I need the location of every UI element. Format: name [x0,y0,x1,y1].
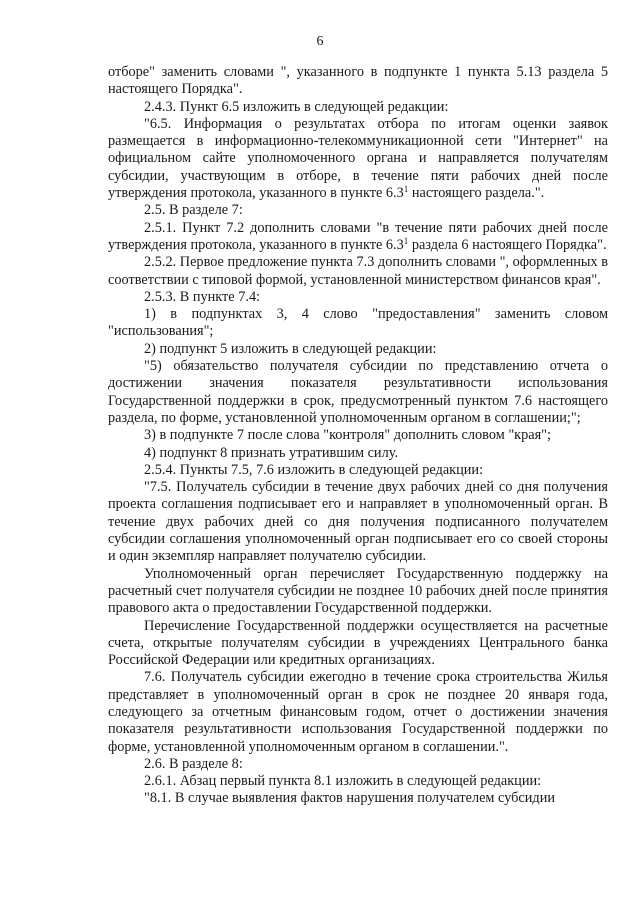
paragraph-text: раздела 6 настоящего Порядка". [408,236,607,253]
paragraph-6-5-quote [108,116,608,202]
list-item-2: 2) подпункт 5 изложить в следующей редакции: [144,340,437,357]
superscript: 1 [403,235,409,246]
superscript: 1 [403,184,409,195]
list-item-3: 3) в подпункте 7 после слова "контроля" дополнить словом "края"; [144,427,551,444]
paragraph-8-1-quote: "8.1. В случае выявления фактов нарушения получателем субсидии [144,790,556,807]
paragraph-2-6-1: 2.6.1. Абзац первый пункта 8.1 изложить в следующей редакции: [144,773,542,790]
paragraph-2-5-1 [108,220,608,255]
page-number: 6 [316,34,324,49]
paragraph-7-5-quote: "7.5. Получатель субсидии в течение двух рабочих дней со дня получения проекта соглашения подписывает его и направляет в уполномоченный орган. В течение двух рабочих дней со дня получения подписанного получателем субсидии соглашения уполномоченный орган подписывает его со своей стороны и один экземпляр направляет получателю субсидии. [108,479,608,565]
paragraph-text: настоящего раздела.". [408,185,545,202]
paragraph-transfer: Уполномоченный орган перечисляет Государственную поддержку на расчетный счет получателя субсидии не позднее 10 рабочих дней после принятия правового акта о предоставлении Государственной поддержки. [108,565,608,617]
list-item-1: 1) в подпунктах 3, 4 слово "предоставления" заменить словом "использования"; [108,306,608,340]
paragraph-2-5-4: 2.5.4. Пункты 7.5, 7.6 изложить в следующей редакции: [144,461,484,478]
paragraph-2-5-3: 2.5.3. В пункте 7.4: [144,288,261,305]
paragraph-2-4-3: 2.4.3. Пункт 6.5 изложить в следующей редакции: [144,98,449,115]
paragraph-2-6: 2.6. В разделе 8: [144,755,243,772]
paragraph-subpoint-5-quote: "5) обязательство получателя субсидии по представлению отчета о достижении значения показателя результативности использования Государственной поддержки в срок, предусмотренный пунктом 7.6 настоящего раздела, по форме, установленной уполномоченным органом в соглашении;"; [108,358,608,426]
list-item-4: 4) подпункт 8 признать утратившим силу. [144,444,399,461]
paragraph-continuation: отборе" заменить словами ", указанного в подпункте 1 пункта 5.13 раздела 5 настоящего Порядка". [108,64,608,98]
document-body [108,64,608,808]
paragraph-text: "6.5. Информация о результатах отбора по итогам оценки заявок размещается в информационно-телекоммуникационной сети "Интернет" на официальном сайте уполномоченного органа и направляется получателям субсидии, участвующим в отборе, в течение пяти рабочих дней после утверждения протокола, указанного в пункте 6.3 [108,115,608,202]
paragraph-accounts: Перечисление Государственной поддержки осуществляется на расчетные счета, открытые получателям субсидии в учреждениях Центрального банка Российской Федерации или кредитных организациях. [108,617,608,669]
paragraph-2-5-2: 2.5.2. Первое предложение пункта 7.3 дополнить словами ", оформленных в соответствии с типовой формой, установленной министерством финансов края". [108,254,608,288]
paragraph-7-6: 7.6. Получатель субсидии ежегодно в течение срока строительства Жилья представляет в уполномоченный орган в срок не позднее 20 января года, следующего за отчетным финансовым годом, отчет о достижении значения показателя результативности использования Государственной поддержки по форме, установленной уполномоченным органом в соглашении.". [108,669,608,755]
paragraph-2-5: 2.5. В разделе 7: [144,202,243,219]
paragraph-text: 2.5.1. Пункт 7.2 дополнить словами "в течение пяти рабочих дней после утверждения протокола, указанного в пункте 6.3 [108,219,608,253]
